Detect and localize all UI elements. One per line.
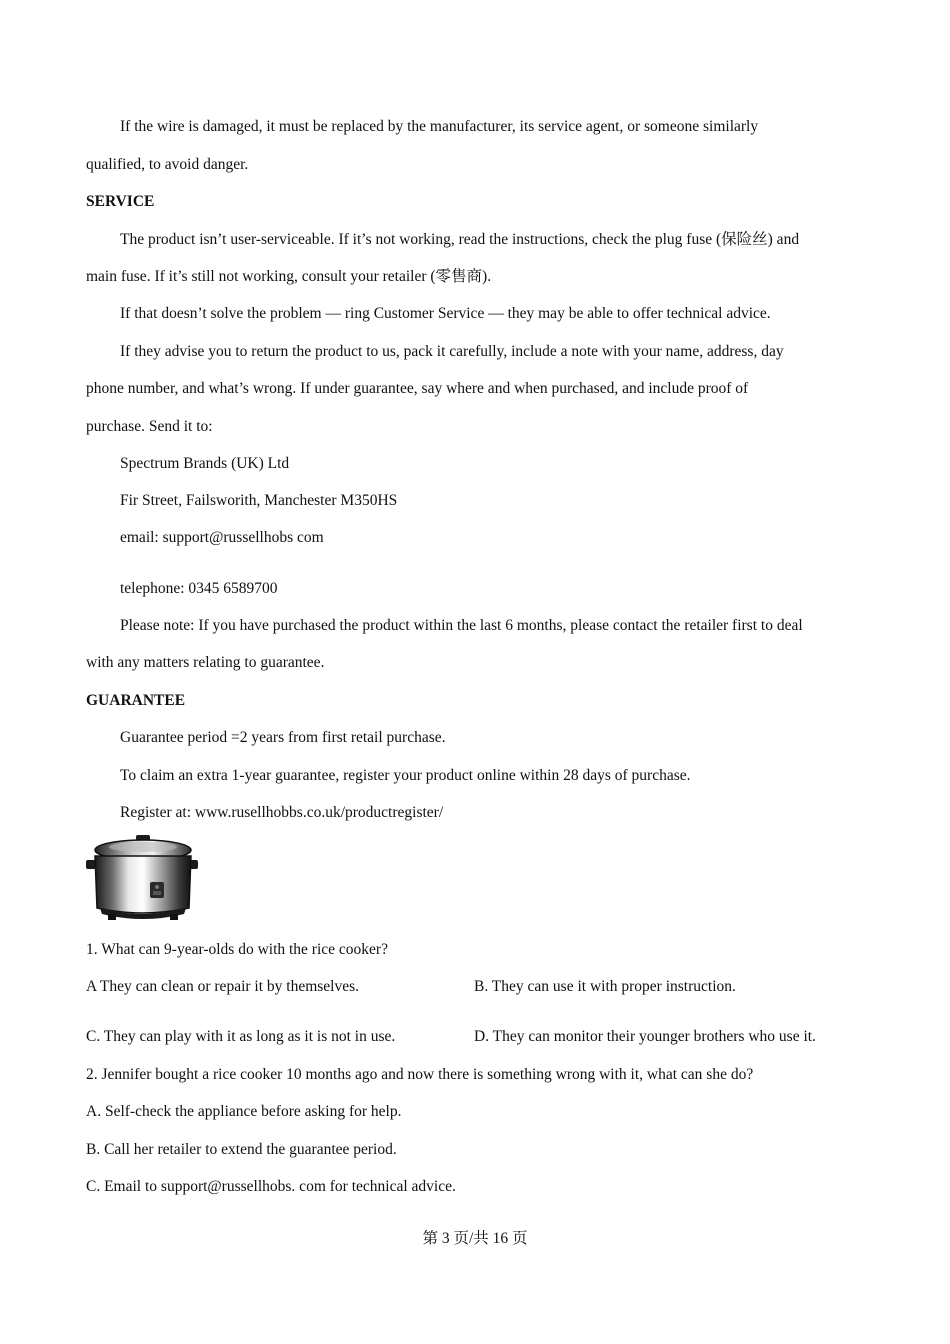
address-street: Fir Street, Failsworith, Manchester M350HS [120,492,398,509]
note-line-1: Please note: If you have purchased the product within the last 6 months, please contact the retailer first to deal [120,617,803,634]
service-paragraph-3-line-2: phone number, and what’s wrong. If under guarantee, say where and when purchased, and include proof of [86,380,749,397]
service-heading: SERVICE [86,193,155,210]
paragraph-wire-line-2: qualified, to avoid danger. [86,156,249,173]
service-paragraph-1-line-1: The product isn’t user-serviceable. If it’s not working, read the instructions, check the plug fuse (保险丝) and [120,231,800,248]
page-number-footer: 第 3 页/共 16 页 [422,1230,528,1247]
guarantee-register-line: Register at: www.rusellhobbs.co.uk/productregister/ [120,804,444,821]
service-paragraph-1-line-2: main fuse. If it’s still not working, consult your retailer (零售商). [86,268,492,285]
service-paragraph-3-line-3: purchase. Send it to: [86,418,213,435]
rice-cooker-image [86,834,198,922]
guarantee-line-2: To claim an extra 1-year guarantee, register your product online within 28 days of purchase. [120,767,691,784]
address-phone: telephone: 0345 6589700 [120,580,278,597]
note-line-2: with any matters relating to guarantee. [86,654,325,671]
address-email: email: support@russellhobs com [120,529,324,546]
question-1-option-b: B. They can use it with proper instruction. [474,978,736,995]
question-2-option-c: C. Email to support@russellhobs. com for technical advice. [86,1178,456,1195]
question-1-option-d: D. They can monitor their younger brothers who use it. [474,1028,816,1045]
guarantee-heading: GUARANTEE [86,692,186,709]
question-2-option-a: A. Self-check the appliance before asking for help. [86,1103,402,1120]
paragraph-wire-line-1: If the wire is damaged, it must be replaced by the manufacturer, its service agent, or someone similarly [120,118,759,135]
question-2-stem: 2. Jennifer bought a rice cooker 10 months ago and now there is something wrong with it, what can she do? [86,1066,754,1083]
question-1-option-a: A They can clean or repair it by themselves. [86,978,360,995]
service-paragraph-3-line-1: If they advise you to return the product to us, pack it carefully, include a note with your name, address, day [120,343,784,360]
question-1-option-c: C. They can play with it as long as it is not in use. [86,1028,396,1045]
question-1-stem: 1. What can 9-year-olds do with the rice cooker? [86,941,388,958]
address-company: Spectrum Brands (UK) Ltd [120,455,290,472]
guarantee-line-1: Guarantee period =2 years from first retail purchase. [120,729,446,746]
question-2-option-b: B. Call her retailer to extend the guarantee period. [86,1141,397,1158]
service-paragraph-2: If that doesn’t solve the problem — ring Customer Service — they may be able to offer technical advice. [120,305,771,322]
